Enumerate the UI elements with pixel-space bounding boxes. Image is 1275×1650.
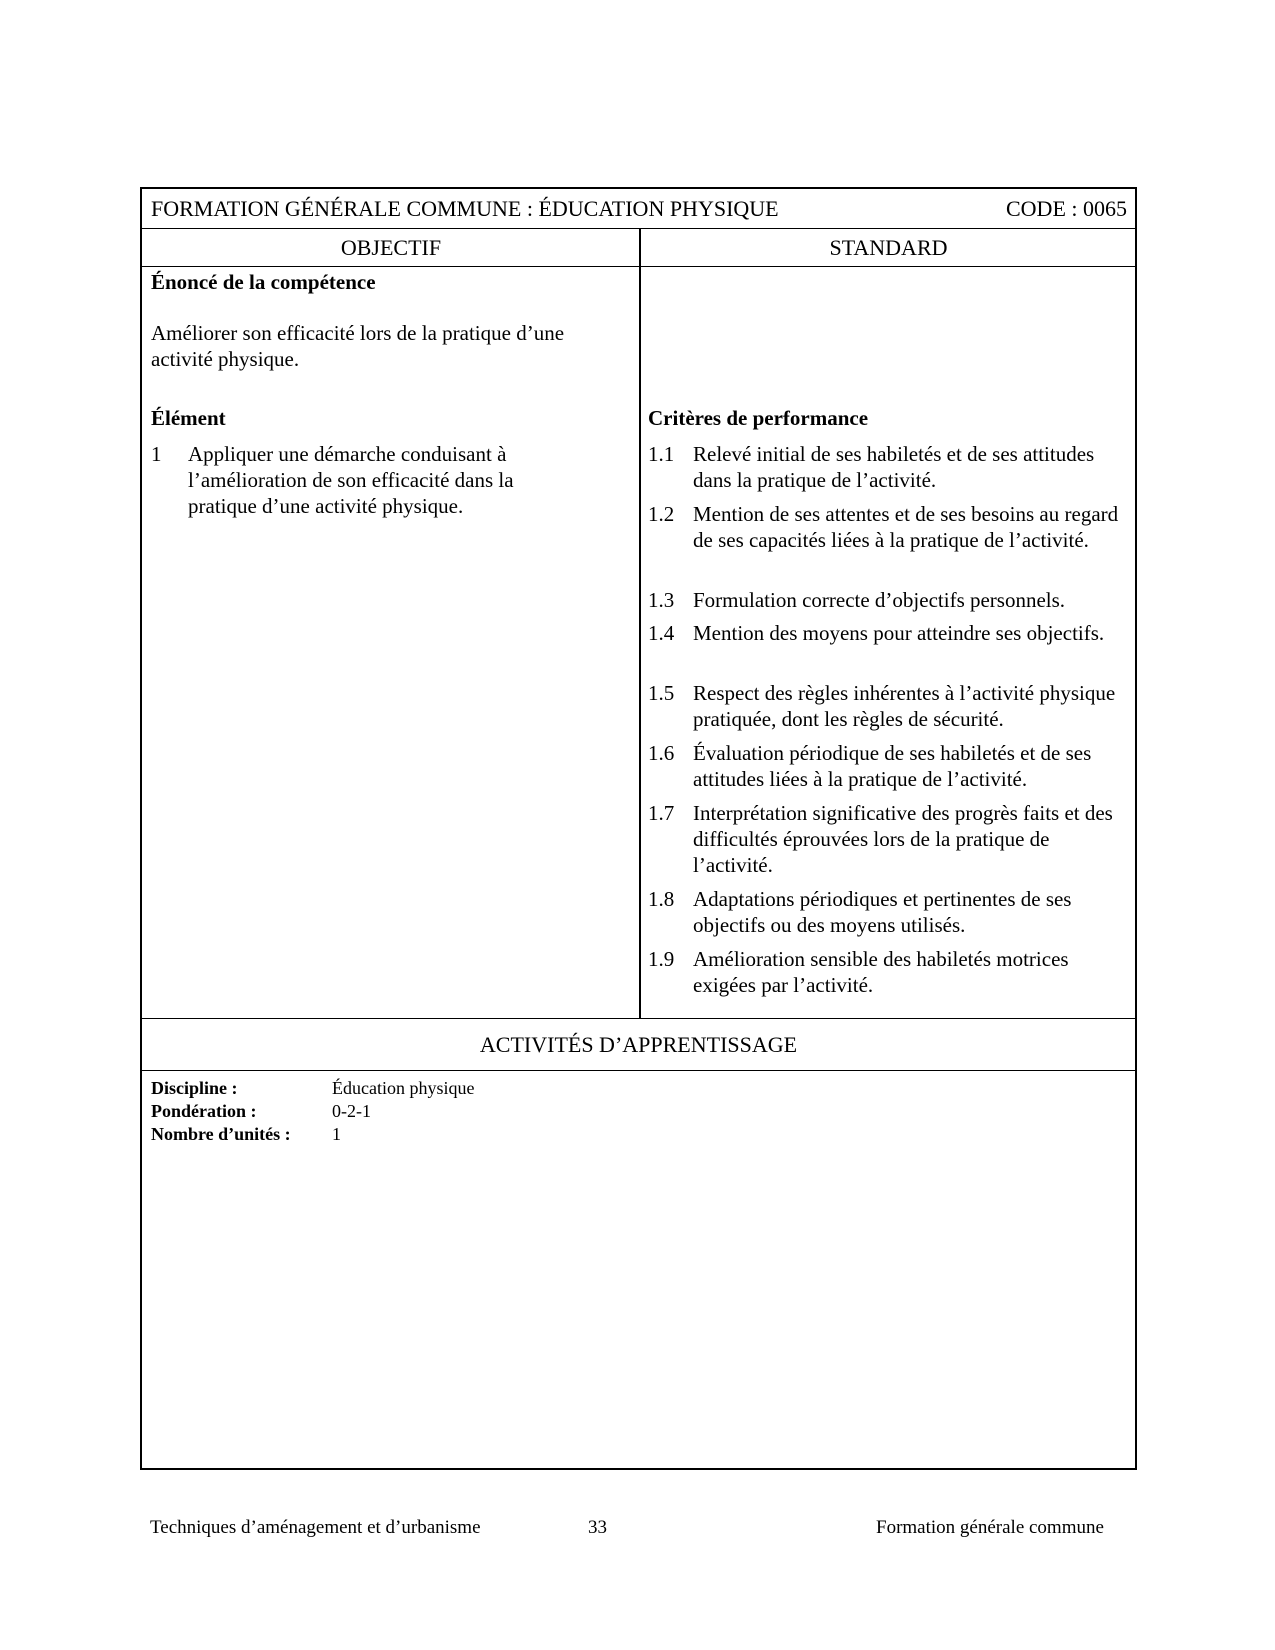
critere-text: Mention de ses attentes et de ses besoins au regard de ses capacités liées à la pratique de l’activité. xyxy=(693,502,1119,552)
critere-number: 1.8 xyxy=(648,887,675,911)
critere-item xyxy=(648,587,1128,613)
critere-number: 1.6 xyxy=(648,741,675,765)
discipline-label: Discipline : xyxy=(151,1078,238,1098)
element-text: Appliquer une démarche conduisant à l’amélioration de son efficacité dans la pratique d’une activité physique. xyxy=(188,442,514,518)
course-code: CODE : 0065 xyxy=(1006,196,1127,221)
table-title: FORMATION GÉNÉRALE COMMUNE : ÉDUCATION PHYSIQUE xyxy=(151,196,779,221)
footer-program: Techniques d’aménagement et d’urbanisme xyxy=(150,1517,481,1538)
standard-header: STANDARD xyxy=(829,235,948,260)
element-heading: Élément xyxy=(151,406,226,430)
ponderation-label: Pondération : xyxy=(151,1101,257,1121)
competency-table xyxy=(140,187,1137,1470)
footer-section: Formation générale commune xyxy=(876,1517,1104,1538)
competence-heading: Énoncé de la compétence xyxy=(151,270,376,294)
ponderation-value: 0-2-1 xyxy=(332,1101,371,1121)
critere-number: 1.3 xyxy=(648,588,675,612)
unites-label: Nombre d’unités : xyxy=(151,1124,291,1144)
critere-text: Relevé initial de ses habiletés et de ses attitudes dans la pratique de l’activité. xyxy=(693,442,1095,492)
objectif-header: OBJECTIF xyxy=(340,235,442,260)
critere-text: Mention des moyens pour atteindre ses objectifs. xyxy=(693,621,1105,645)
critere-item xyxy=(648,441,1128,493)
critere-text: Respect des règles inhérentes à l’activité physique pratiquée, dont les règles de sécurité. xyxy=(693,681,1116,731)
critere-item xyxy=(648,501,1128,553)
critere-item xyxy=(648,800,1128,878)
critere-text: Évaluation périodique de ses habiletés et de ses attitudes liées à la pratique de l’activité. xyxy=(693,741,1092,791)
critere-item xyxy=(648,620,1128,646)
activites-heading: ACTIVITÉS D’APPRENTISSAGE xyxy=(479,1032,798,1057)
critere-text: Adaptations périodiques et pertinentes de ses objectifs ou des moyens utilisés. xyxy=(693,887,1072,937)
critere-item xyxy=(648,740,1128,792)
critere-number: 1.5 xyxy=(648,681,675,705)
critere-item xyxy=(648,680,1128,732)
unites-value: 1 xyxy=(332,1124,341,1144)
critere-item xyxy=(648,946,1128,998)
critere-number: 1.1 xyxy=(648,442,675,466)
critere-text: Formulation correcte d’objectifs personnels. xyxy=(693,588,1066,612)
criteres-heading: Critères de performance xyxy=(648,406,869,430)
critere-number: 1.7 xyxy=(648,801,675,825)
critere-item xyxy=(648,886,1128,938)
critere-text: Amélioration sensible des habiletés motrices exigées par l’activité. xyxy=(693,947,1069,997)
critere-number: 1.4 xyxy=(648,621,675,645)
critere-text: Interprétation significative des progrès faits et des difficultés éprouvées lors de la pratique de l’activité. xyxy=(693,801,1113,877)
element-number: 1 xyxy=(151,442,162,466)
critere-number: 1.2 xyxy=(648,502,675,526)
critere-number: 1.9 xyxy=(648,947,675,971)
page-number: 33 xyxy=(588,1517,607,1538)
activites-header-row xyxy=(142,1018,1135,1071)
competence-text: Améliorer son efficacité lors de la pratique d’une activité physique. xyxy=(151,321,565,371)
discipline-value: Éducation physique xyxy=(332,1078,475,1098)
table-title-row xyxy=(142,189,1135,229)
column-divider xyxy=(639,229,641,1018)
